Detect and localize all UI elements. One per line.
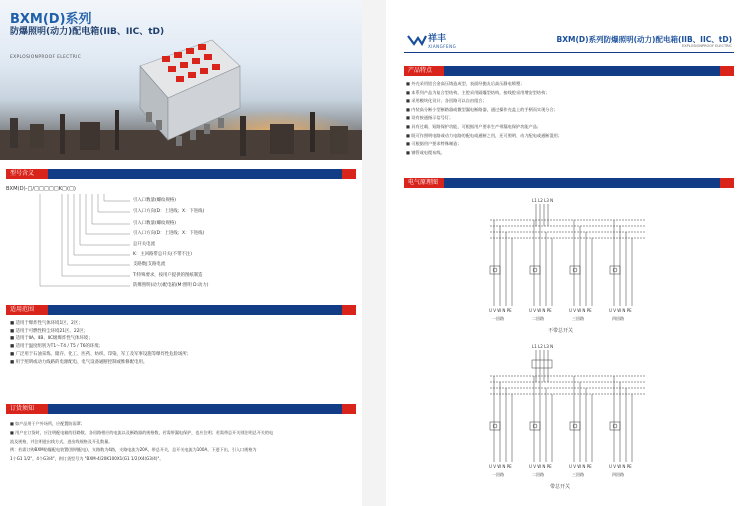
terminal-labels: U V W N PE [489,464,512,469]
order-section-heading: 订货须知 [10,405,35,412]
order-item: ■ 用户在订货时，应注明配电箱的回路数、各回路相应的电流以及断路器的规格数，若需带漏电保护，也应注明；若需带总开关则注明总开关的电 [10,429,274,435]
order-section-bar [6,404,356,414]
terminal-labels: U V W N PE [609,308,632,313]
scope-item: ■ 用于照明或动力线路的电源配电、电气设备通断控制或维修配电用。 [10,359,148,365]
order-item: 例：若需订购BXM防爆配电装置(照明配电)，支路数为4路，支路电流为20A，带总开关，总开关电流为100A，下进下出，引入口规格为 [10,447,257,453]
feature-item: ■ 采用模块化设计，各回路可以自由组合； [406,98,487,104]
order-item: 1个G1 1/2"，4个G3/4"，则订货型号为 "BXM-4/20K100X1(G1 1/2)X4(G3/4)"。 [10,456,164,462]
scope-section-bar [6,305,356,315]
order-list [10,420,273,464]
feature-item: ■ 可根据用户要求特殊制造； [406,141,462,147]
page-gutter [362,0,386,506]
right-page-title: BXM(D)系列防爆照明(动力)配电箱(IIB、IIC、tD) [556,35,732,44]
features-section-bar [404,66,734,76]
hero-title: BXM(D)系列 [10,12,92,27]
right-page [386,0,750,506]
scope-item: ■ 适用于温度组别为T1～T4 / T5 / T6的环境； [10,344,104,350]
feature-item: ■ 具有过载、短路保护功能，可根据用户要求生产带漏电保护功能产品； [406,123,542,129]
circuit-label: 一回路 [492,472,504,477]
terminal-labels: U V W N PE [529,464,552,469]
diagram-section-bar [404,178,734,188]
model-line-3: 引入口数量(螺纹规格) [133,221,176,226]
scope-section-heading: 适用范围 [10,306,35,313]
hero-subtitle-en: EXPLOSIONPROOF ELECTRIC [10,55,82,60]
wiring-diagram-no-main-switch [486,196,656,336]
terminal-labels: U V W N PE [489,308,512,313]
scope-item: ■ 适用于ⅡA、ⅡB、ⅡC级爆炸性气体环境； [10,336,93,342]
circuit-label: 四回路 [612,472,624,477]
model-line-6: K：主回路带总开关(不带不注) [133,252,192,257]
scope-list [10,320,191,366]
model-line-9: 防爆照明(动力)配电箱(M:照明 D:动力) [133,283,209,288]
feature-item: ■ 设有接通指示信号灯； [406,115,454,121]
scope-item: ■ 适用于可燃性粉尘环境21区、22区； [10,328,89,334]
diagram-section-heading: 电气原理图 [408,179,439,186]
scope-item: ■ 广泛用于石油采炼、储存、化工、医药、纺织、印染、军工及军事设施等爆炸性危险场所； [10,351,192,357]
order-item: ■ 如产品用于户外场所，应配置防雨罩； [10,421,85,426]
circuit-label: 一回路 [492,316,504,321]
features-section-heading: 产品特点 [408,67,433,74]
model-line-8: T:特殊要求，按用户提供的图纸制造 [133,273,203,278]
diagram-caption-1: 不带总开关 [548,328,574,334]
terminal-labels: U V W N PE [569,464,592,469]
circuit-label: 四回路 [612,316,624,321]
model-line-2: 引入口方向(D：上进线；X：下进线) [133,209,205,214]
feature-item: ■ 本系列产品为复合型结构，主腔采用隔爆型结构，接线腔采用增安型结构； [406,89,550,95]
brand-name-cn: 祥丰 [428,34,447,44]
feature-item: ■ 既可作照明电路或动力电路的配电或通断之用，还可照明、动力配电或通断混用； [406,132,563,138]
model-code: BXM(D)-□/□□□□□K□(□) [6,186,76,192]
diagram-caption-2: 带总开关 [550,484,571,490]
circuit-label: 三回路 [572,316,584,321]
model-section-heading: 型号含义 [10,170,35,177]
bus-labels: L1 L2 L3 N [532,344,554,349]
header-rule [404,52,734,53]
bus-labels: L1 L2 L3 N [532,198,554,203]
feature-item: ■ 内装高分断小型断路器或微型漏电断路器，通过操作壳盖上的手柄而实现分合； [406,106,558,112]
model-line-1: 引入口数量(螺纹规格) [133,198,176,203]
terminal-labels: U V W N PE [569,308,592,313]
model-line-5: 总开关电流 [133,242,155,247]
right-page-title-en: EXPLOSIONPROOF ELECTRIC [682,44,732,48]
model-line-4: 引入口方向(D：上进线；X：下进线) [133,231,205,236]
circuit-label: 三回路 [572,472,584,477]
terminal-labels: U V W N PE [609,464,632,469]
left-page [0,0,362,506]
feature-item: ■ 钢管或电缆布线。 [406,149,445,155]
circuit-label: 二回路 [532,472,544,477]
brand-name-en: XIANGFENG [428,44,457,49]
features-list [406,80,562,157]
order-item: 流及规格，并注明进出线方式，进出线规格及开孔数量。 [10,438,113,444]
feature-item: ■ 外壳采用铝合金高压铸造成型，表面经抛丸后高压静电喷塑； [406,81,525,86]
circuit-label: 二回路 [532,316,544,321]
model-line-7: 支路数|支路电流 [133,262,166,267]
scope-item: ■ 适用于爆炸性气体环境1区、2区； [10,321,83,326]
terminal-labels: U V W N PE [529,308,552,313]
hero-subtitle: 防爆照明(动力)配电箱(IIB、IIC、tD) [10,27,165,37]
wiring-diagram-with-main-switch [486,342,656,492]
